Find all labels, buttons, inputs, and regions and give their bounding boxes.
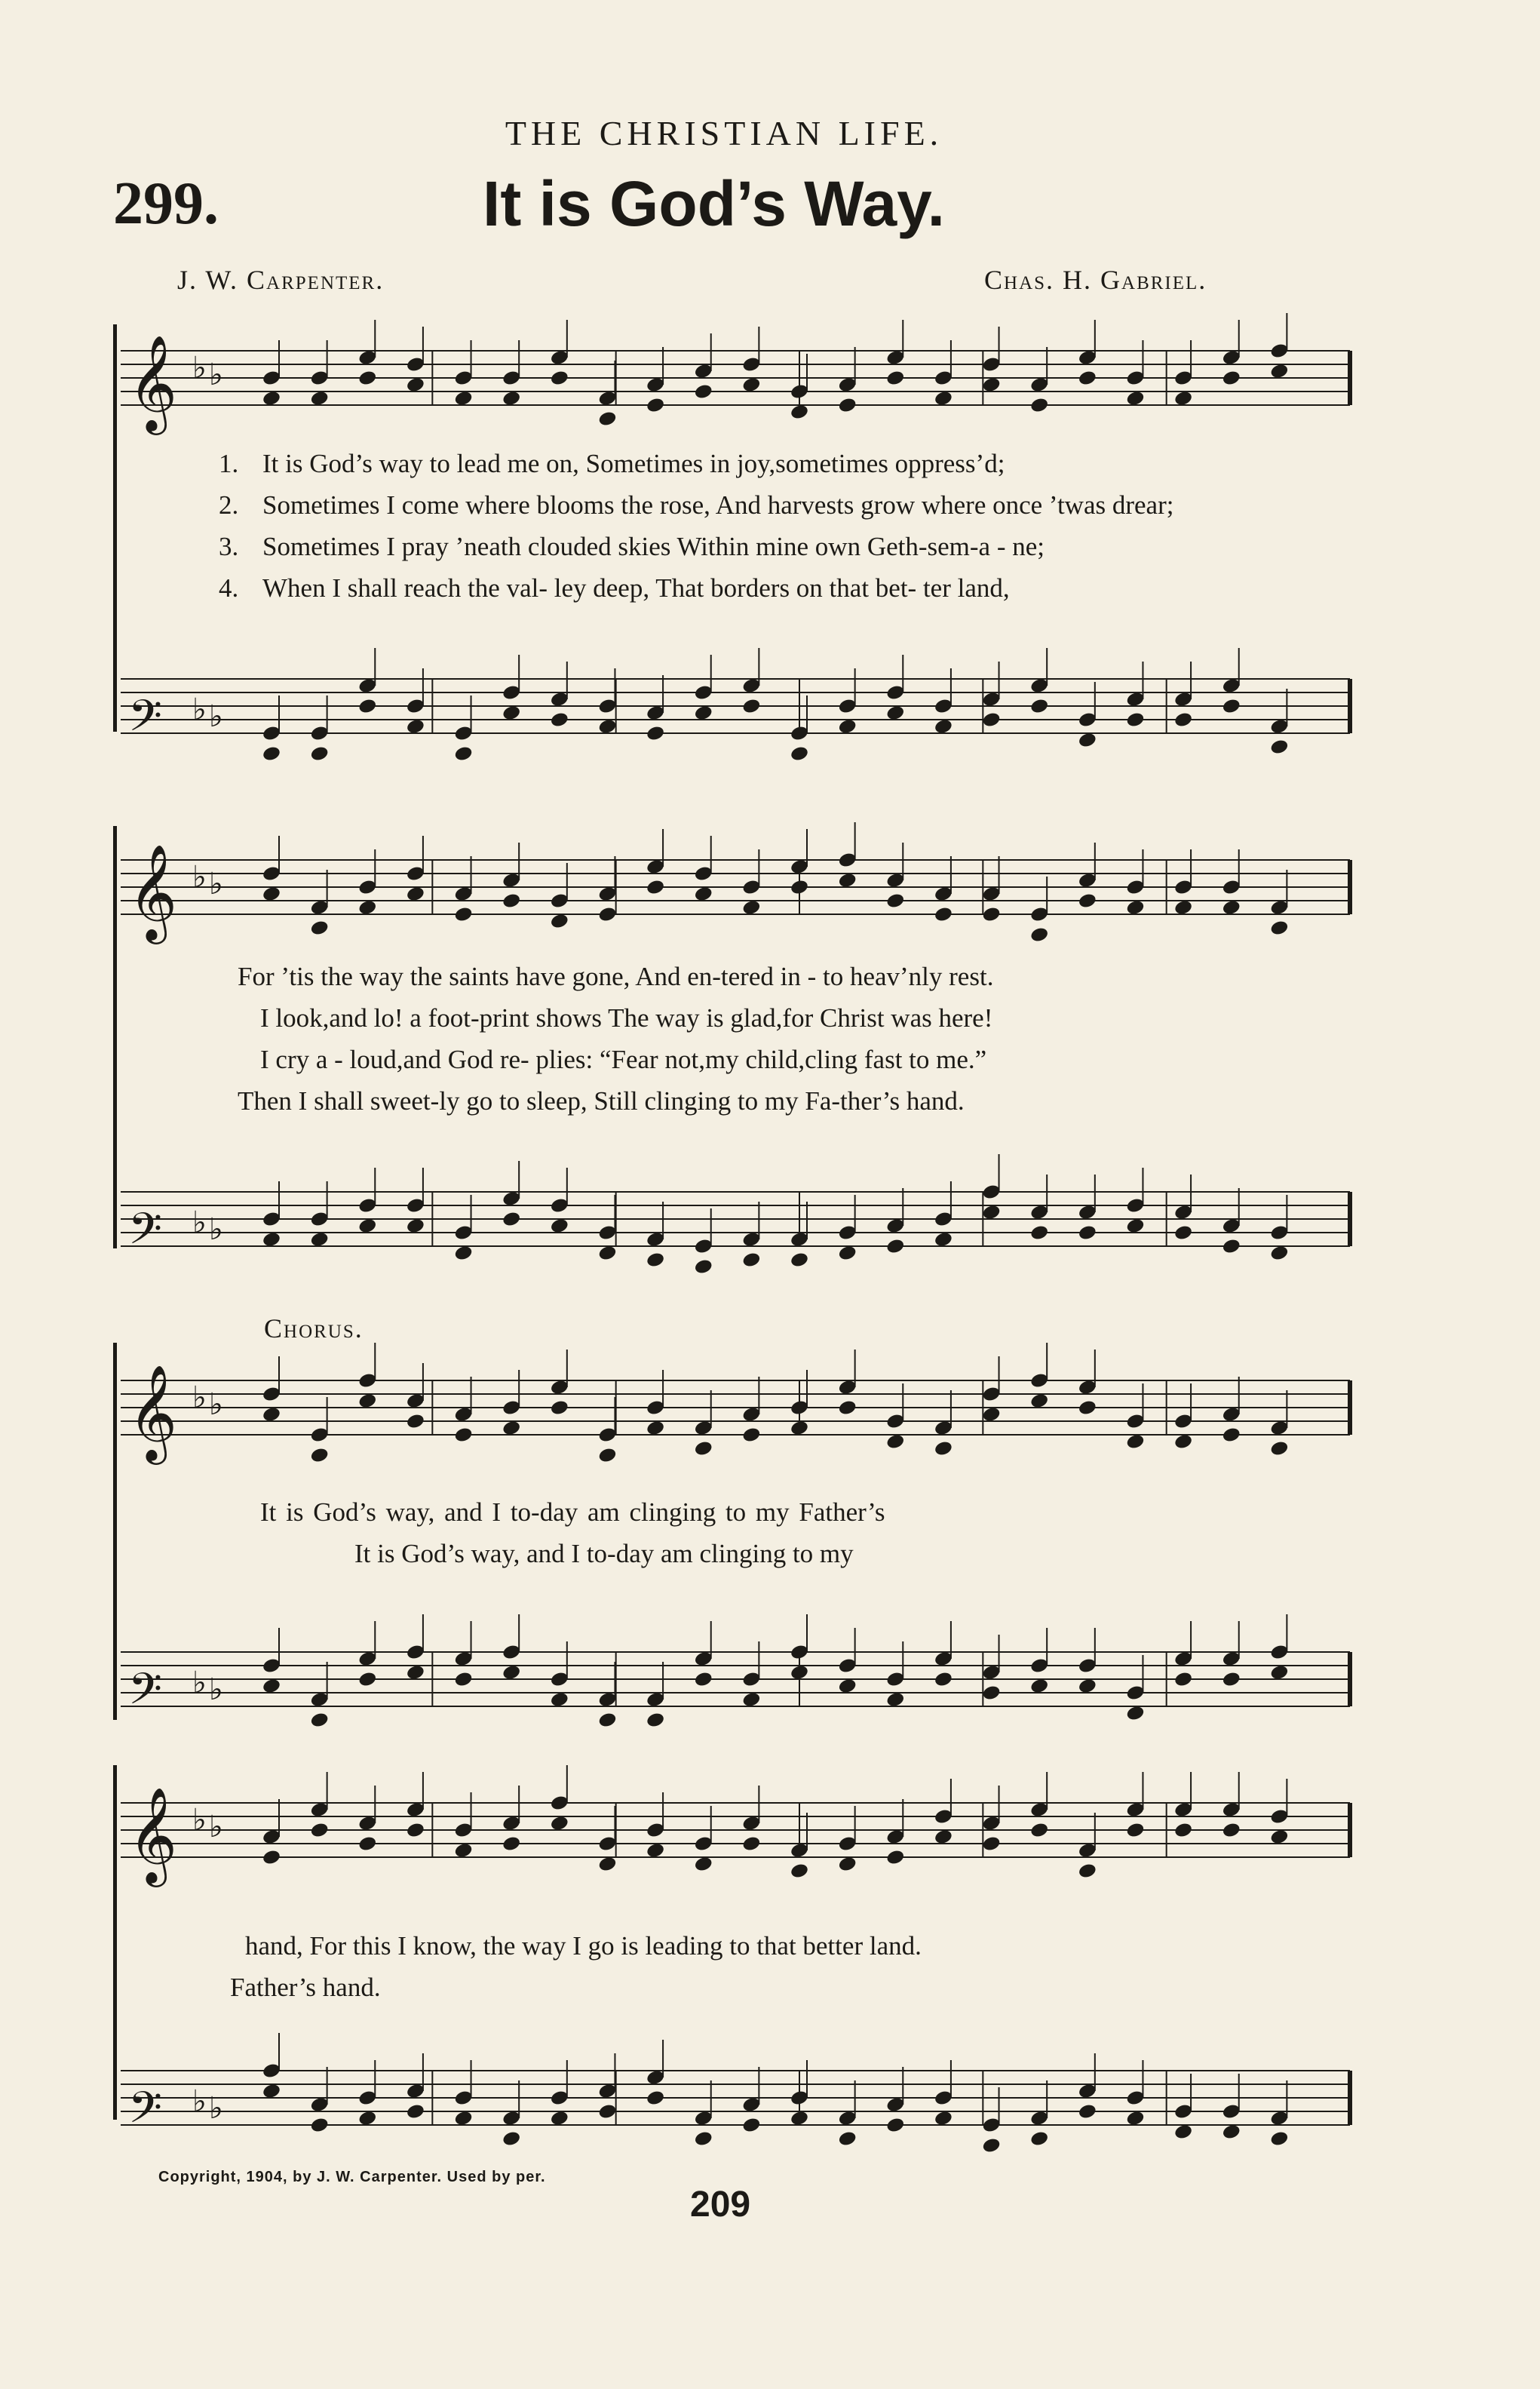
note-head — [357, 698, 377, 715]
note-head — [790, 879, 809, 896]
note-head — [1125, 2110, 1145, 2127]
verse-line — [219, 490, 1173, 520]
flat-icon: ♭ — [192, 860, 207, 895]
note-head — [694, 1671, 713, 1688]
note-head — [1173, 711, 1193, 729]
note-head — [934, 1231, 953, 1248]
note-head — [646, 1842, 665, 1859]
note-head — [406, 886, 425, 903]
note-head — [1269, 1829, 1289, 1846]
note-head — [310, 1447, 330, 1464]
page-number: 209 — [690, 2185, 751, 2225]
note-head — [597, 2103, 617, 2120]
section-title: THE CHRISTIAN LIFE. — [505, 114, 943, 152]
note-head — [838, 1399, 857, 1417]
note-head — [1173, 1671, 1193, 1688]
note-head — [1078, 1862, 1097, 1880]
note-head — [1078, 1399, 1097, 1417]
hymn-number: 299. — [113, 170, 219, 237]
note-head — [934, 718, 953, 735]
verse-line — [219, 532, 1045, 562]
note-head — [885, 705, 905, 722]
note-head — [790, 1862, 809, 1880]
verse-line — [219, 573, 1010, 603]
verse-number: 1. — [219, 449, 239, 478]
note-head — [741, 2117, 761, 2134]
flat-icon: ♭ — [192, 1205, 207, 1240]
note-head — [597, 1856, 617, 1873]
note-head — [885, 1691, 905, 1709]
note-head — [885, 2117, 905, 2134]
note-head — [838, 1245, 857, 1262]
note-head — [597, 906, 617, 923]
note-head — [262, 1678, 281, 1695]
verse-text: For ’tis the way the saints have gone, And en-tered in - to heav’nly rest. — [238, 962, 994, 991]
note-head — [550, 2110, 569, 2127]
verse-text: Then I shall sweet-ly go to sleep, Still clinging to my Fa-ther’s hand. — [238, 1086, 965, 1116]
treble-staff — [0, 321, 1540, 431]
note-head — [646, 725, 665, 742]
note-head — [790, 1664, 809, 1681]
note-head — [1029, 1224, 1049, 1242]
note-head — [502, 892, 521, 910]
note-head — [1269, 1245, 1289, 1262]
note-head — [934, 906, 953, 923]
note-head — [1222, 1238, 1241, 1255]
chorus-label: Chorus. — [264, 1313, 364, 1343]
note-head — [1078, 370, 1097, 387]
note-head — [1078, 732, 1097, 749]
note-head — [981, 376, 1001, 394]
note-head — [981, 1835, 1001, 1853]
flat-icon: ♭ — [209, 1672, 223, 1707]
note-head — [1222, 1822, 1241, 1839]
note-head — [357, 1671, 377, 1688]
treble-clef-icon: 𝄞 — [128, 334, 178, 431]
note-head — [934, 390, 953, 407]
treble-staff — [0, 1773, 1540, 1883]
note-head — [550, 1691, 569, 1709]
note-head — [694, 1440, 713, 1457]
note-head — [1078, 1678, 1097, 1695]
note-head — [741, 1251, 761, 1269]
flat-icon: ♭ — [192, 692, 207, 727]
note-head — [453, 1245, 473, 1262]
note-head — [1173, 899, 1193, 917]
flat-icon: ♭ — [209, 1387, 223, 1422]
note-head — [790, 1420, 809, 1437]
flat-icon: ♭ — [192, 351, 207, 385]
note-head — [694, 886, 713, 903]
verse-line — [219, 449, 1005, 479]
note-head — [1269, 739, 1289, 756]
verse-text: Sometimes I come where blooms the rose, And harvests grow where once ’twas drear; — [262, 490, 1174, 520]
verse-text: When I shall reach the val- ley deep, That borders on that bet- ter land, — [262, 573, 1010, 603]
note-head — [1173, 1433, 1193, 1451]
note-head — [453, 906, 473, 923]
note-head — [1125, 1218, 1145, 1235]
verse-number: 4. — [219, 573, 239, 603]
note-head — [741, 698, 761, 715]
note-head — [550, 711, 569, 729]
note-head — [981, 1406, 1001, 1423]
note-head — [453, 745, 473, 763]
verse-number: 3. — [219, 532, 239, 561]
note-head — [453, 1671, 473, 1688]
note-head — [1078, 2103, 1097, 2120]
note-head — [981, 1204, 1001, 1221]
note-head — [1029, 926, 1049, 944]
note-head — [406, 718, 425, 735]
note-head — [502, 390, 521, 407]
bass-clef-icon: 𝄢 — [128, 1203, 163, 1265]
flat-icon: ♭ — [209, 2091, 223, 2126]
bass-staff — [0, 649, 1540, 754]
note-head — [694, 2130, 713, 2148]
note-head — [646, 397, 665, 414]
note-head — [550, 1815, 569, 1832]
note-head — [981, 2137, 1001, 2154]
note-head — [357, 1393, 377, 1410]
note-head — [790, 2110, 809, 2127]
note-head — [1269, 1440, 1289, 1457]
note-head — [885, 1433, 905, 1451]
note-head — [502, 1664, 521, 1681]
note-head — [981, 711, 1001, 729]
verse-text: I cry a - loud,and God re- plies: “Fear not,my child,cling fast to me.” — [260, 1045, 987, 1074]
note-head — [1269, 2130, 1289, 2148]
note-head — [262, 390, 281, 407]
note-head — [838, 872, 857, 889]
note-head — [1269, 363, 1289, 380]
flat-icon: ♭ — [209, 1212, 223, 1247]
note-head — [262, 1231, 281, 1248]
note-head — [310, 745, 330, 763]
note-head — [1269, 920, 1289, 937]
note-head — [310, 390, 330, 407]
note-head — [310, 2117, 330, 2134]
chorus-lyric: It is God’s way, and I to-day am clinging to my Father’s — [260, 1497, 885, 1527]
bass-staff — [0, 2040, 1540, 2146]
note-head — [550, 370, 569, 387]
note-head — [597, 718, 617, 735]
note-head — [357, 899, 377, 917]
note-head — [790, 1251, 809, 1269]
note-head — [1125, 390, 1145, 407]
flat-icon: ♭ — [192, 1803, 207, 1838]
note-head — [550, 1399, 569, 1417]
note-head — [838, 1856, 857, 1873]
treble-clef-icon: 𝄞 — [128, 1364, 178, 1460]
note-head — [406, 1822, 425, 1839]
flat-icon: ♭ — [209, 867, 223, 901]
bass-clef-icon: 𝄢 — [128, 1663, 163, 1725]
note-head — [310, 1822, 330, 1839]
note-head — [741, 899, 761, 917]
note-head — [1222, 1426, 1241, 1444]
note-head — [885, 370, 905, 387]
flat-icon: ♭ — [192, 1380, 207, 1415]
note-head — [1173, 2123, 1193, 2141]
note-head — [646, 1712, 665, 1729]
note-head — [981, 1684, 1001, 1702]
treble-staff — [0, 830, 1540, 940]
flat-icon: ♭ — [192, 1666, 207, 1700]
note-head — [1029, 1393, 1049, 1410]
note-head — [741, 1835, 761, 1853]
note-head — [453, 1426, 473, 1444]
note-head — [741, 1691, 761, 1709]
note-head — [790, 404, 809, 421]
note-head — [838, 1678, 857, 1695]
note-head — [1125, 1822, 1145, 1839]
note-head — [262, 745, 281, 763]
treble-clef-icon: 𝄞 — [128, 843, 178, 940]
note-head — [262, 2083, 281, 2100]
treble-staff — [0, 1350, 1540, 1460]
note-head — [646, 1251, 665, 1269]
note-head — [310, 920, 330, 937]
note-head — [1125, 899, 1145, 917]
note-head — [741, 376, 761, 394]
note-head — [885, 892, 905, 910]
note-head — [453, 1842, 473, 1859]
copyright-notice: Copyright, 1904, by J. W. Carpenter. Used by per. — [158, 2169, 546, 2185]
treble-clef-icon: 𝄞 — [128, 1786, 178, 1883]
flat-icon: ♭ — [209, 1810, 223, 1844]
note-head — [262, 1849, 281, 1866]
author-credit: J. W. Carpenter. — [177, 265, 385, 295]
note-head — [1173, 1224, 1193, 1242]
note-head — [741, 1426, 761, 1444]
note-head — [406, 2103, 425, 2120]
note-head — [1222, 1671, 1241, 1688]
note-head — [453, 390, 473, 407]
note-head — [1173, 390, 1193, 407]
note-head — [1173, 1822, 1193, 1839]
note-head — [1125, 1433, 1145, 1451]
note-head — [981, 906, 1001, 923]
flat-icon: ♭ — [209, 358, 223, 392]
note-head — [1222, 370, 1241, 387]
note-head — [1029, 2130, 1049, 2148]
note-head — [885, 1238, 905, 1255]
note-head — [694, 383, 713, 401]
note-head — [406, 376, 425, 394]
note-head — [838, 2130, 857, 2148]
note-head — [1125, 1705, 1145, 1722]
note-head — [406, 1218, 425, 1235]
note-head — [838, 397, 857, 414]
note-head — [502, 705, 521, 722]
note-head — [357, 2110, 377, 2127]
note-head — [406, 1413, 425, 1430]
chorus-lyric: hand, For this I know, the way I go is leading to that better land. — [245, 1931, 922, 1961]
chorus-lyric: Father’s hand. — [230, 1973, 381, 2002]
bass-staff — [0, 1162, 1540, 1267]
note-head — [1029, 1678, 1049, 1695]
note-head — [597, 1447, 617, 1464]
note-head — [502, 1835, 521, 1853]
note-head — [694, 705, 713, 722]
note-head — [357, 370, 377, 387]
note-head — [885, 1849, 905, 1866]
note-head — [406, 1664, 425, 1681]
note-head — [646, 879, 665, 896]
note-head — [550, 1218, 569, 1235]
composer-credit: Chas. H. Gabriel. — [984, 265, 1207, 295]
note-head — [597, 1245, 617, 1262]
note-head — [1029, 1822, 1049, 1839]
note-head — [357, 1218, 377, 1235]
note-head — [262, 886, 281, 903]
note-head — [502, 1211, 521, 1228]
flat-icon: ♭ — [209, 699, 223, 734]
note-head — [934, 1440, 953, 1457]
bass-clef-icon: 𝄢 — [128, 690, 163, 752]
note-head — [646, 1420, 665, 1437]
note-head — [646, 2090, 665, 2107]
note-head — [453, 2110, 473, 2127]
note-head — [694, 1258, 713, 1276]
note-head — [1269, 1664, 1289, 1681]
note-head — [550, 913, 569, 930]
note-head — [934, 2110, 953, 2127]
hymn-title: It is God’s Way. — [483, 168, 945, 239]
note-head — [357, 1835, 377, 1853]
note-head — [597, 410, 617, 428]
note-head — [1078, 892, 1097, 910]
chorus-lyric: It is God’s way, and I to-day am clinging to my — [354, 1539, 854, 1568]
note-head — [1029, 698, 1049, 715]
verse-text: I look,and lo! a foot-print shows The way is glad,for Christ was here! — [260, 1003, 993, 1033]
bass-staff — [0, 1622, 1540, 1727]
note-head — [694, 1856, 713, 1873]
note-head — [838, 718, 857, 735]
note-head — [934, 1829, 953, 1846]
note-head — [1222, 2123, 1241, 2141]
note-head — [310, 1231, 330, 1248]
note-head — [1222, 899, 1241, 917]
note-head — [502, 1420, 521, 1437]
flat-icon: ♭ — [192, 2084, 207, 2119]
note-head — [310, 1712, 330, 1729]
note-head — [1029, 397, 1049, 414]
note-head — [502, 2130, 521, 2148]
note-head — [934, 1671, 953, 1688]
bass-clef-icon: 𝄢 — [128, 2082, 163, 2144]
verse-text: Sometimes I pray ’neath clouded skies Within mine own Geth-sem-a - ne; — [262, 532, 1045, 561]
note-head — [790, 745, 809, 763]
note-head — [1078, 1224, 1097, 1242]
verse-text: It is God’s way to lead me on, Sometimes in joy,sometimes oppress’d; — [262, 449, 1005, 478]
note-head — [597, 1712, 617, 1729]
note-head — [1222, 698, 1241, 715]
note-head — [1125, 711, 1145, 729]
verse-number: 2. — [219, 490, 239, 520]
note-head — [262, 1406, 281, 1423]
